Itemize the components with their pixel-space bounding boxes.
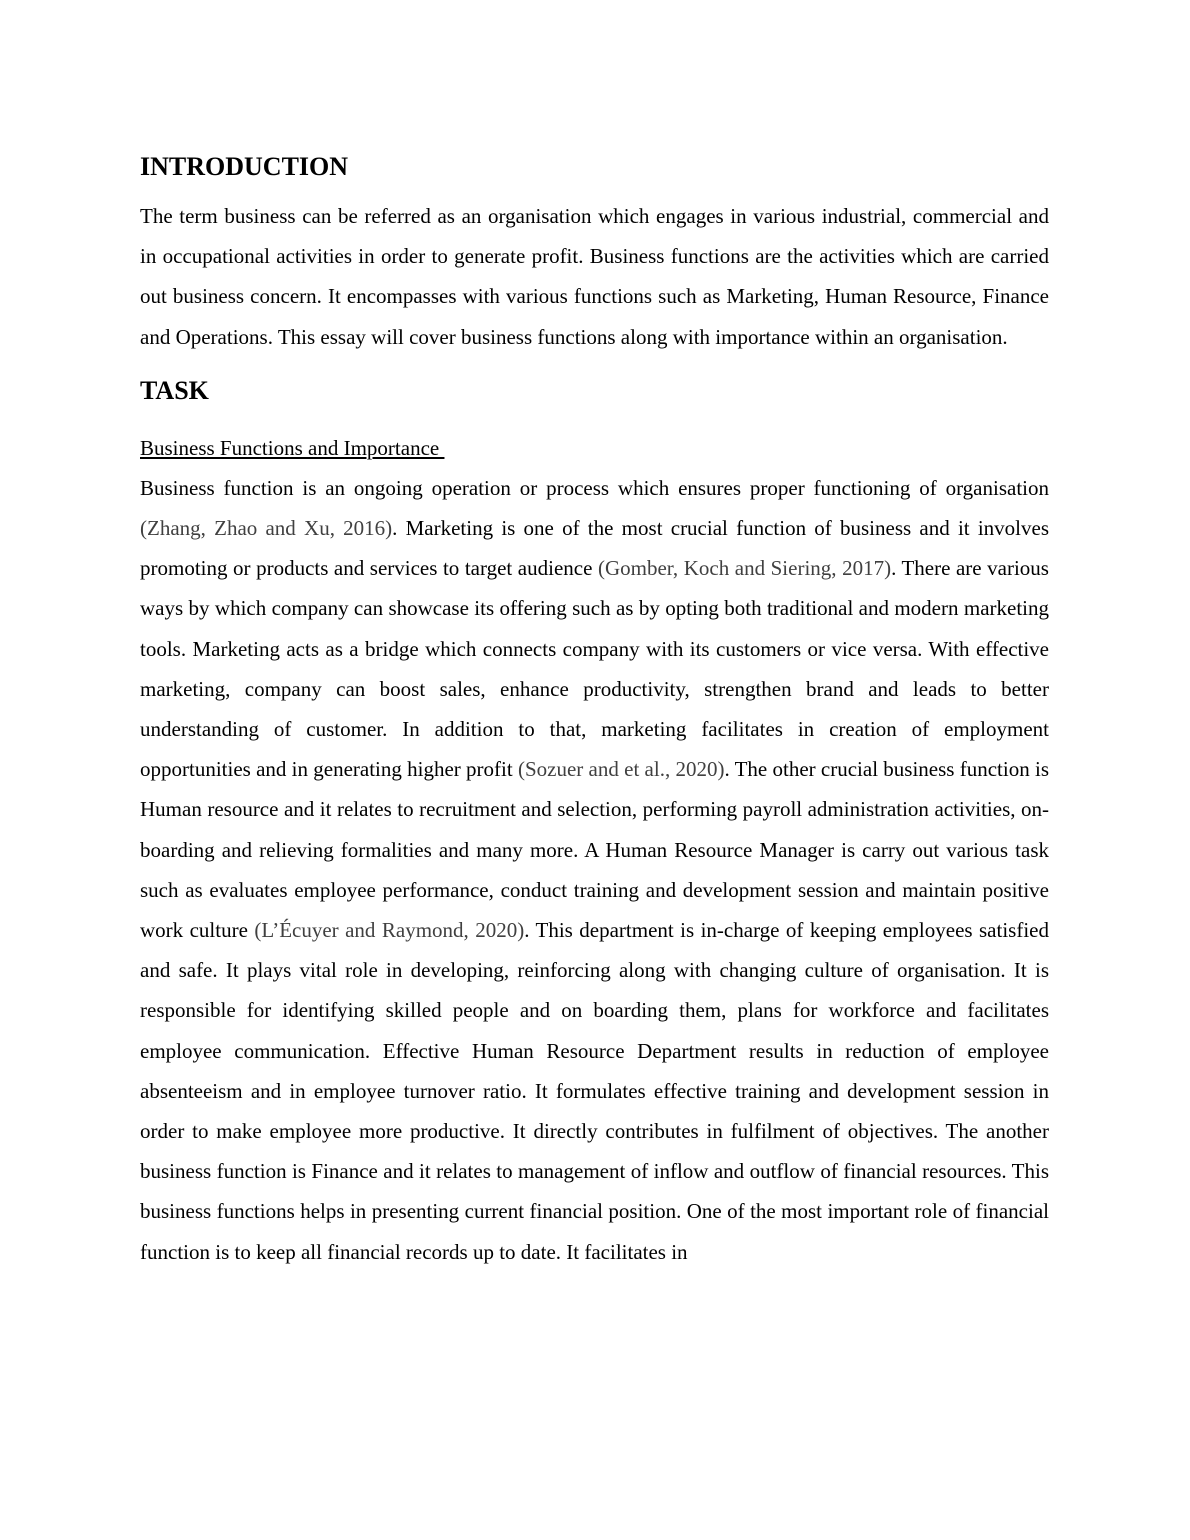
citation: (Zhang, Zhao and Xu, 2016) [140,516,393,541]
citation: (Sozuer and et al., 2020) [517,757,725,782]
citation: (Gomber, Koch and Siering, 2017) [597,556,892,581]
introduction-paragraph: The term business can be referred as an organisation which engages in various industrial, commercial and in occupational activities in order to generate profit. Business functions are the activities which are carried out business concern. It encompasses with various functions such as Marketing, Human Resource, Finance and Operations. This essay will cover business functions along with importance within an organisation. [140,204,1049,349]
task-subheading: Business Functions and Importance [140,435,445,460]
paragraph-text: . The other crucial business function is Human resource and it relates to recruitment and selection, performing payroll administration activities, on-boarding and relieving formalities and many more. A Human Resource Manager is carry out various task such as evaluates employee performance, conduct training and development session and maintain positive work culture [140,757,1049,943]
citation: (L’Écuyer and Raymond, 2020) [254,918,525,943]
paragraph-text: . Marketing is one of the most crucial function of business and it involves promoting or products and services to target audience [140,516,1049,581]
document-page [140,150,1049,1272]
task-heading: TASK [140,375,209,405]
introduction-heading: INTRODUCTION [140,152,349,181]
paragraph-text: Business function is an ongoing operation or process which ensures proper functioning of organisation [140,475,1049,500]
paragraph-text: . This department is in-charge of keeping employees satisfied and safe. It plays vital role in developing, reinforcing along with changing culture of organisation. It is responsible for identifying skilled people and on boarding them, plans for workforce and facilitates employee communication. Effective Human Resource Department results in reduction of employee absenteeism and in employee turnover ratio. It formulates effective training and development session in order to make employee more productive. It directly contributes in fulfilment of objectives. The another business function is Finance and it relates to management of inflow and outflow of financial resources. This business functions helps in presenting current financial position. One of the most important role of financial function is to keep all financial records up to date. It facilitates in [140,918,1049,1264]
paragraph-text: . There are various ways by which company can showcase its offering such as by opting both traditional and modern marketing tools. Marketing acts as a bridge which connects company with its customers or vice versa. With effective marketing, company can boost sales, enhance productivity, strengthen brand and leads to better understanding of customer. In addition to that, marketing facilitates in creation of employment opportunities and in generating higher profit [140,556,1049,782]
task-paragraph [140,468,1049,1272]
